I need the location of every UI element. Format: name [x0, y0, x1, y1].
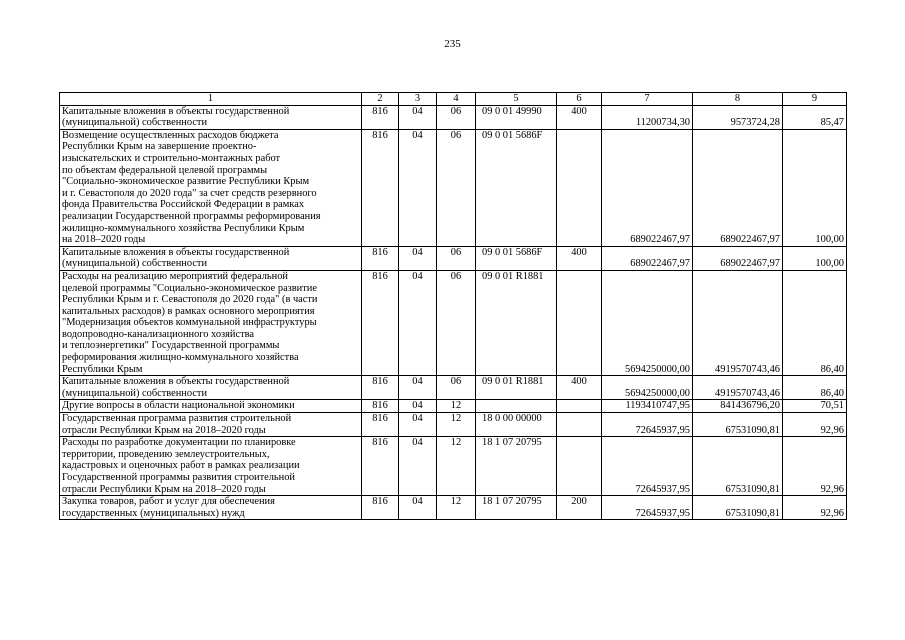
grbs-code-cell: 816: [362, 400, 399, 413]
section-code-cell: 04: [399, 400, 437, 413]
description-line: реформирования жилищно-коммунального хозяйства: [62, 352, 299, 364]
executed-amount-cell: 4919570743,46: [693, 376, 783, 400]
expense-type-cell: [557, 400, 602, 413]
grbs-code-cell: 816: [362, 413, 399, 437]
target-article-cell: 09 0 01 49990: [476, 105, 557, 129]
target-article-cell: 18 1 07 20795: [476, 496, 557, 520]
planned-amount-cell: 11200734,30: [602, 105, 693, 129]
executed-amount-cell: 689022467,97: [693, 246, 783, 270]
grbs-code-cell: 816: [362, 376, 399, 400]
description-line: Другие вопросы в области национальной экономики: [62, 400, 295, 412]
table-header-row: [60, 93, 847, 106]
section-code-cell: 04: [399, 496, 437, 520]
description-line: (муниципальной) собственности: [62, 258, 208, 270]
description-line: отрасли Республики Крым на 2018–2020 годы: [62, 424, 266, 436]
expense-type-cell: [557, 437, 602, 496]
description-line: Расходы на реализацию мероприятий федеральной: [62, 270, 288, 282]
description-cell: [60, 496, 362, 520]
planned-amount-cell: 72645937,95: [602, 413, 693, 437]
subsection-code-cell: 12: [437, 413, 476, 437]
planned-amount-cell: 1193410747,95: [602, 400, 693, 413]
description-line: жилищно-коммунального хозяйства Республики Крым: [62, 222, 305, 234]
planned-amount-cell: 72645937,95: [602, 496, 693, 520]
subsection-code-cell: 12: [437, 437, 476, 496]
description-line: "Социально-экономическое развитие Республики Крым: [62, 176, 310, 188]
column-header: 6: [557, 93, 602, 106]
execution-percent-cell: 85,47: [783, 105, 847, 129]
expense-type-cell: 400: [557, 376, 602, 400]
description-line: территории, проведению землеустроительных,: [62, 448, 270, 460]
description-line: отрасли Республики Крым на 2018–2020 годы: [62, 483, 266, 495]
description-line: (муниципальной) собственности: [62, 387, 208, 399]
table-row: [60, 129, 847, 246]
target-article-cell: 09 0 01 5686F: [476, 246, 557, 270]
description-line: целевой программы "Социально-экономическое развитие: [62, 282, 317, 294]
subsection-code-cell: 12: [437, 496, 476, 520]
subsection-code-cell: 06: [437, 246, 476, 270]
description-line: по объектам федеральной целевой программы: [62, 164, 268, 176]
table-row: [60, 246, 847, 270]
description-line: Капитальные вложения в объекты государственной: [62, 105, 290, 117]
executed-amount-cell: 9573724,28: [693, 105, 783, 129]
planned-amount-cell: 5694250000,00: [602, 270, 693, 375]
table-row: [60, 400, 847, 413]
subsection-code-cell: 06: [437, 270, 476, 375]
description-line: и теплоэнергетики" Государственной программы: [62, 340, 280, 352]
description-line: Закупка товаров, работ и услуг для обеспечения: [62, 496, 275, 508]
execution-percent-cell: 70,51: [783, 400, 847, 413]
target-article-cell: 18 1 07 20795: [476, 437, 557, 496]
description-line: реализации Государственной программы реформирования: [62, 210, 321, 222]
target-article-cell: 09 0 01 R1881: [476, 376, 557, 400]
section-code-cell: 04: [399, 105, 437, 129]
execution-percent-cell: 92,96: [783, 413, 847, 437]
page-number: 235: [444, 38, 461, 50]
section-code-cell: 04: [399, 413, 437, 437]
description-cell: [60, 246, 362, 270]
section-code-cell: 04: [399, 437, 437, 496]
column-header: 9: [783, 93, 847, 106]
expense-type-cell: [557, 413, 602, 437]
expense-type-cell: 200: [557, 496, 602, 520]
subsection-code-cell: 06: [437, 376, 476, 400]
target-article-cell: 09 0 01 R1881: [476, 270, 557, 375]
table-row: [60, 270, 847, 375]
column-header: 2: [362, 93, 399, 106]
execution-percent-cell: 100,00: [783, 246, 847, 270]
execution-percent-cell: 100,00: [783, 129, 847, 246]
subsection-code-cell: 06: [437, 105, 476, 129]
table-row: [60, 105, 847, 129]
description-line: государственных (муниципальных) нужд: [62, 507, 245, 519]
description-line: Возмещение осуществленных расходов бюджета: [62, 129, 279, 141]
description-cell: [60, 376, 362, 400]
description-line: Республики Крым: [62, 363, 143, 375]
description-cell: [60, 400, 362, 413]
table-row: [60, 437, 847, 496]
description-cell: [60, 413, 362, 437]
budget-table: [59, 92, 847, 520]
expense-type-cell: 400: [557, 105, 602, 129]
description-line: капитальных расходов) в рамках основного мероприятия: [62, 305, 315, 317]
planned-amount-cell: 72645937,95: [602, 437, 693, 496]
description-line: водопроводно-канализационного хозяйства: [62, 328, 255, 340]
description-line: "Модернизация объектов коммунальной инфраструктуры: [62, 317, 317, 329]
description-line: Расходы по разработке документации по планировке: [62, 437, 296, 449]
table-row: [60, 376, 847, 400]
table-row: [60, 496, 847, 520]
grbs-code-cell: 816: [362, 246, 399, 270]
execution-percent-cell: 92,96: [783, 437, 847, 496]
table-row: [60, 413, 847, 437]
description-line: (муниципальной) собственности: [62, 117, 208, 129]
column-header: 4: [437, 93, 476, 106]
description-line: Государственной программы развития строительной: [62, 472, 295, 483]
executed-amount-cell: 67531090,81: [693, 437, 783, 496]
grbs-code-cell: 816: [362, 270, 399, 375]
column-header: 5: [476, 93, 557, 106]
section-code-cell: 04: [399, 376, 437, 400]
column-header: 7: [602, 93, 693, 106]
description-line: Республики Крым на завершение проектно-: [62, 141, 257, 153]
description-line: на 2018–2020 годы: [62, 234, 146, 246]
grbs-code-cell: 816: [362, 437, 399, 496]
column-header: 3: [399, 93, 437, 106]
description-line: Капитальные вложения в объекты государственной: [62, 376, 290, 388]
target-article-cell: 18 0 00 00000: [476, 413, 557, 437]
subsection-code-cell: 06: [437, 129, 476, 246]
description-line: и г. Севастополя до 2020 года" за счет средств резервного: [62, 187, 317, 199]
column-header: 1: [60, 93, 362, 106]
description-cell: [60, 270, 362, 375]
executed-amount-cell: 689022467,97: [693, 129, 783, 246]
description-cell: [60, 129, 362, 246]
executed-amount-cell: 841436796,20: [693, 400, 783, 413]
description-line: Капитальные вложения в объекты государственной: [62, 246, 290, 258]
planned-amount-cell: 689022467,97: [602, 129, 693, 246]
execution-percent-cell: 92,96: [783, 496, 847, 520]
execution-percent-cell: 86,40: [783, 376, 847, 400]
target-article-cell: 09 0 01 5686F: [476, 129, 557, 246]
section-code-cell: 04: [399, 270, 437, 375]
description-line: фонда Правительства Российской Федерации в рамках: [62, 199, 305, 211]
expense-type-cell: [557, 129, 602, 246]
execution-percent-cell: 86,40: [783, 270, 847, 375]
subsection-code-cell: 12: [437, 400, 476, 413]
description-line: кадастровых и оценочных работ в рамках реализации: [62, 460, 300, 472]
description-line: Республики Крым и г. Севастополя до 2020 года" (в части: [62, 294, 318, 306]
description-line: Государственная программа развития строительной: [62, 413, 292, 425]
executed-amount-cell: 67531090,81: [693, 496, 783, 520]
section-code-cell: 04: [399, 246, 437, 270]
target-article-cell: [476, 400, 557, 413]
expense-type-cell: [557, 270, 602, 375]
grbs-code-cell: 816: [362, 105, 399, 129]
planned-amount-cell: 5694250000,00: [602, 376, 693, 400]
description-cell: [60, 105, 362, 129]
expense-type-cell: 400: [557, 246, 602, 270]
executed-amount-cell: 67531090,81: [693, 413, 783, 437]
description-line: изыскательских и строительно-монтажных работ: [62, 152, 281, 164]
grbs-code-cell: 816: [362, 129, 399, 246]
section-code-cell: 04: [399, 129, 437, 246]
description-cell: [60, 437, 362, 496]
planned-amount-cell: 689022467,97: [602, 246, 693, 270]
column-header: 8: [693, 93, 783, 106]
grbs-code-cell: 816: [362, 496, 399, 520]
executed-amount-cell: 4919570743,46: [693, 270, 783, 375]
